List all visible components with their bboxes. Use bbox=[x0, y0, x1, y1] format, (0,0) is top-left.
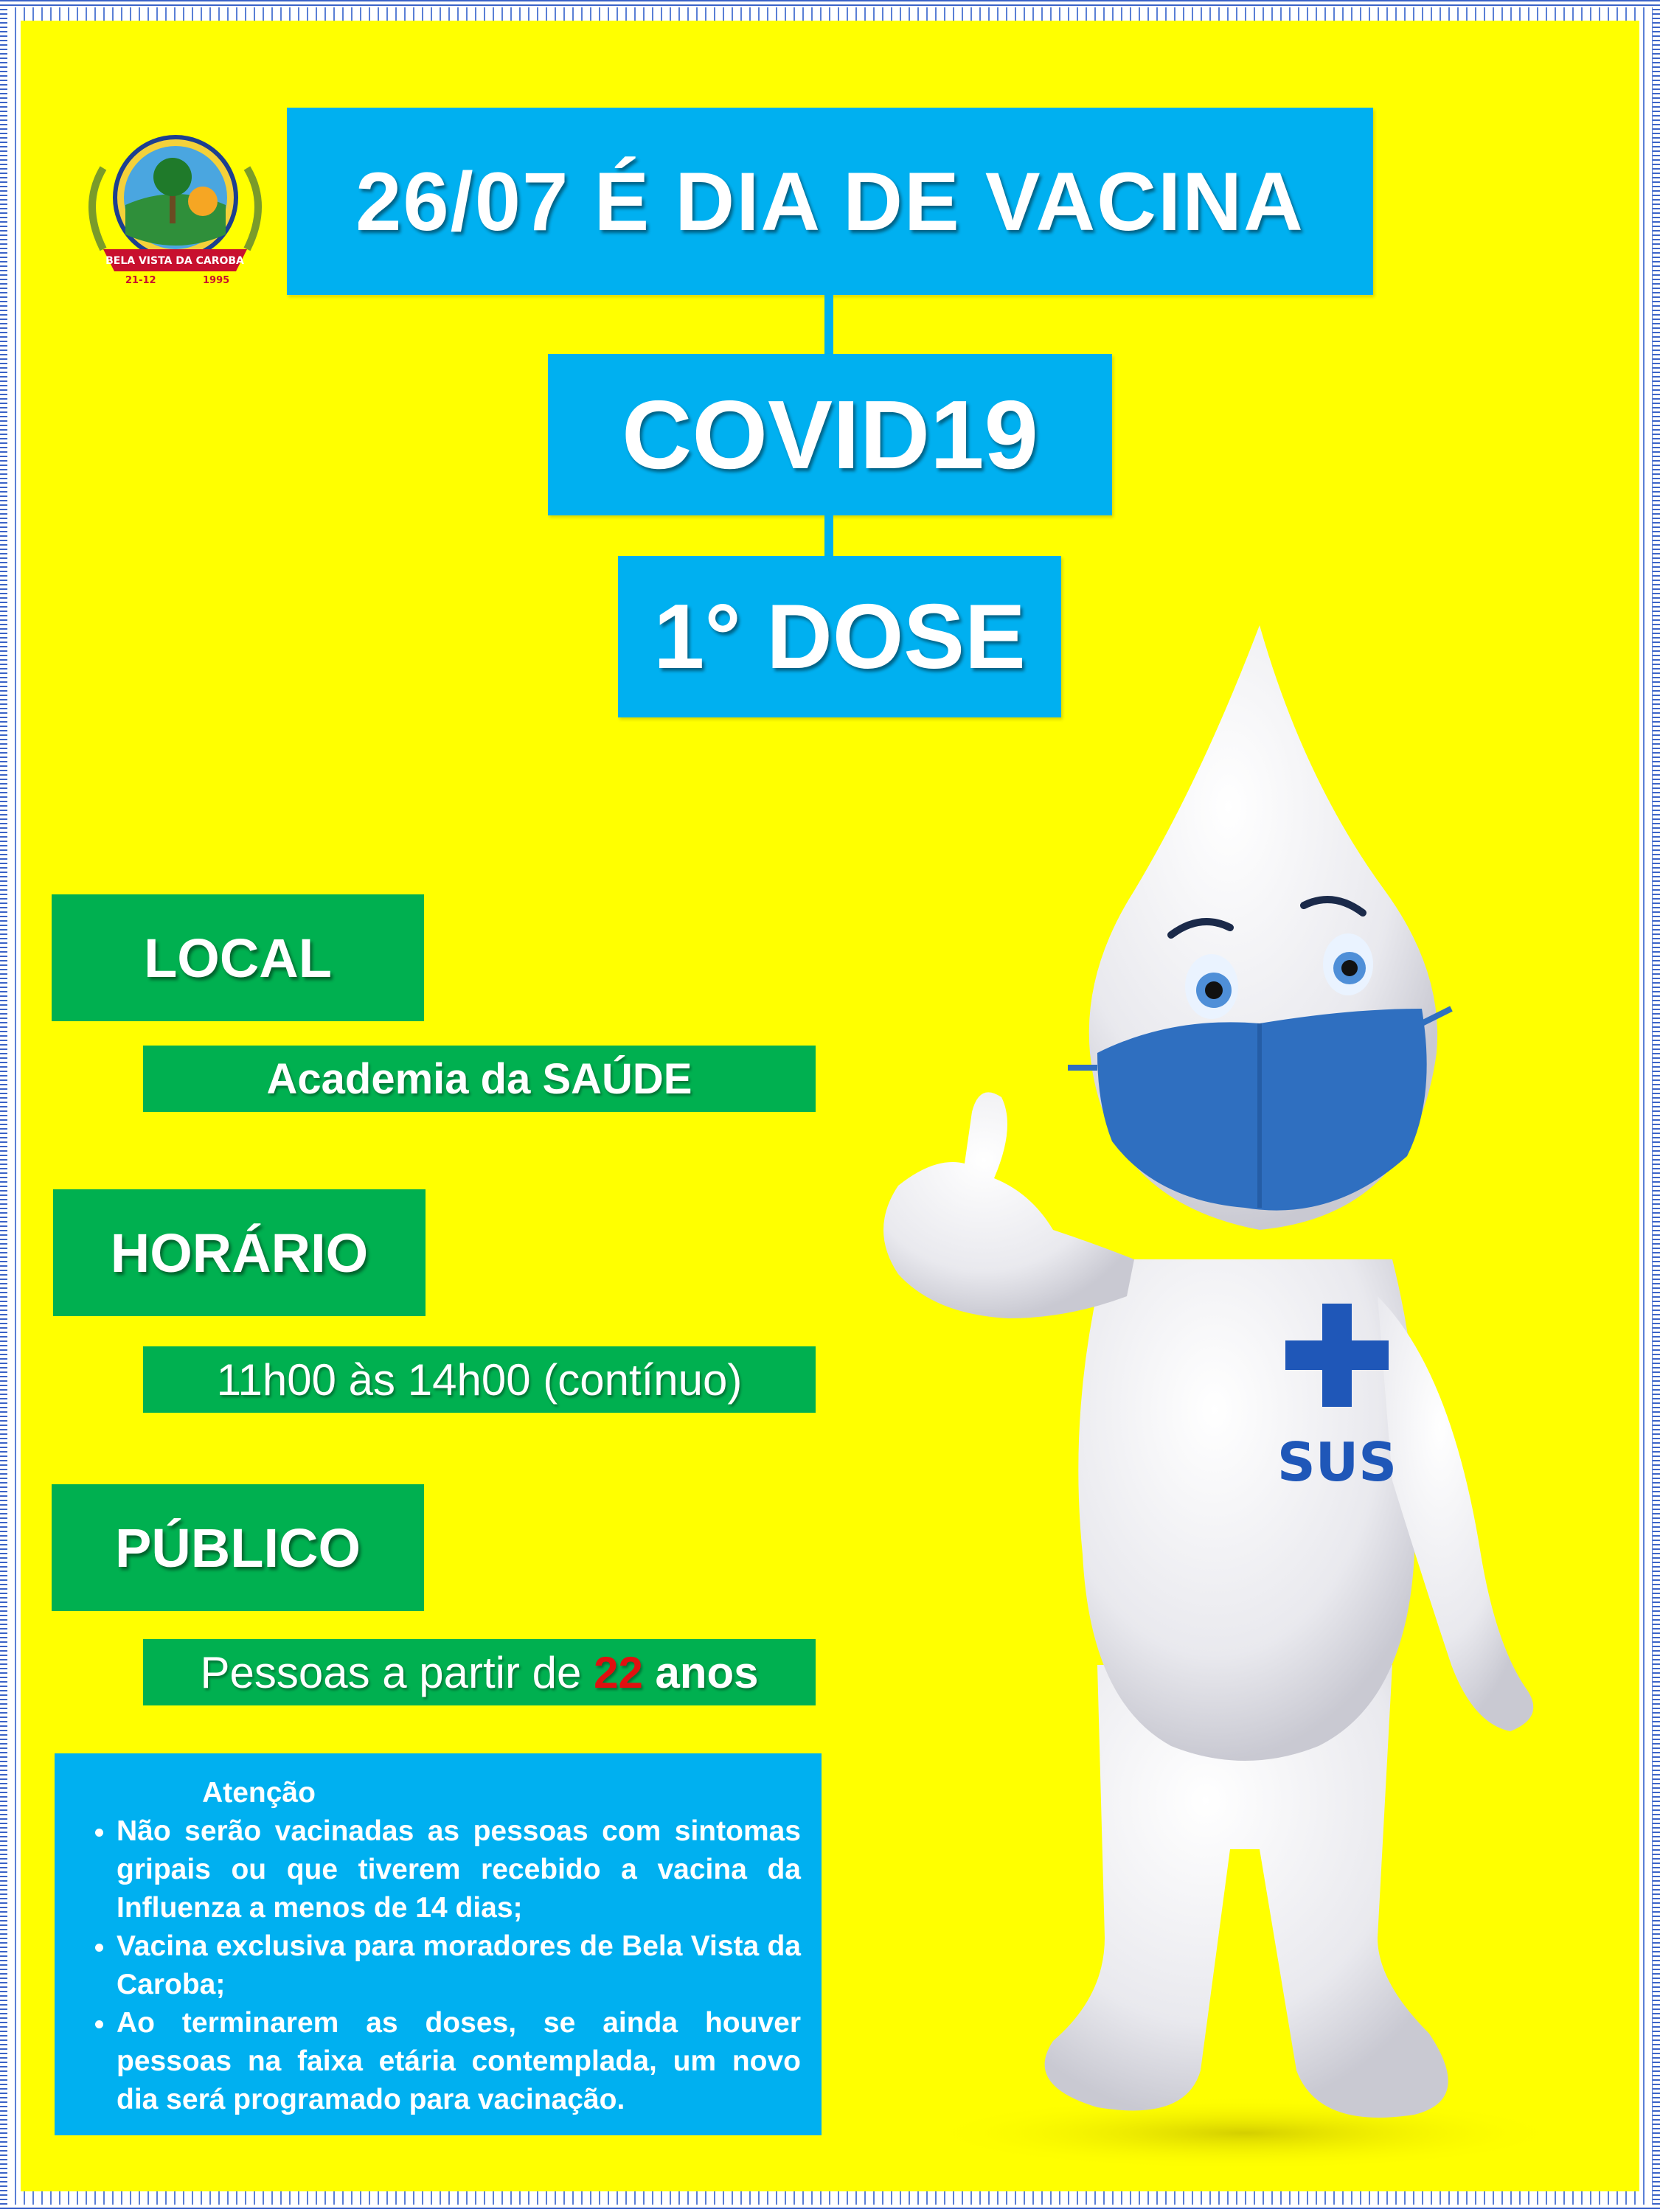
sus-badge-text: SUS bbox=[1277, 1431, 1397, 1493]
attention-item: • Ao terminarem as doses, se ainda houver pessoas na faixa etária contemplada, um novo dia será programado para vacinação. bbox=[117, 2004, 801, 2119]
local-value: Academia da SAÚDE bbox=[143, 1046, 816, 1112]
local-label: LOCAL bbox=[52, 894, 424, 1021]
connector-line bbox=[824, 515, 833, 556]
dose-box: 1° DOSE bbox=[618, 556, 1061, 717]
attention-title: Atenção bbox=[202, 1777, 316, 1809]
logo-date-left: 21-12 bbox=[125, 275, 156, 286]
publico-age: 22 bbox=[594, 1647, 643, 1697]
connector-line bbox=[824, 295, 833, 354]
publico-prefix: Pessoas a partir de bbox=[200, 1647, 594, 1697]
poster bbox=[21, 21, 1639, 2191]
horario-label: HORÁRIO bbox=[53, 1189, 426, 1316]
attention-list bbox=[71, 1812, 801, 2119]
municipality-logo bbox=[74, 124, 277, 288]
logo-ribbon-text: BELA VISTA DA CAROBA bbox=[105, 255, 244, 267]
attention-item: • Vacina exclusiva para moradores de Bela Vista da Caroba; bbox=[117, 1927, 801, 2004]
publico-value bbox=[143, 1639, 816, 1705]
publico-suffix: anos bbox=[642, 1647, 759, 1697]
logo-date-right: 1995 bbox=[203, 275, 230, 286]
ze-gotinha-mascot bbox=[788, 596, 1636, 2174]
attention-box bbox=[55, 1753, 822, 2135]
covid19-box: COVID19 bbox=[548, 354, 1112, 515]
headline-date-box: 26/07 É DIA DE VACINA bbox=[287, 108, 1373, 295]
attention-item: • Não serão vacinadas as pessoas com sintomas gripais ou que tiverem recebido a vacina da Influenza a menos de 14 dias; bbox=[117, 1812, 801, 1927]
publico-label: PÚBLICO bbox=[52, 1484, 424, 1611]
horario-value: 11h00 às 14h00 (contínuo) bbox=[143, 1346, 816, 1413]
